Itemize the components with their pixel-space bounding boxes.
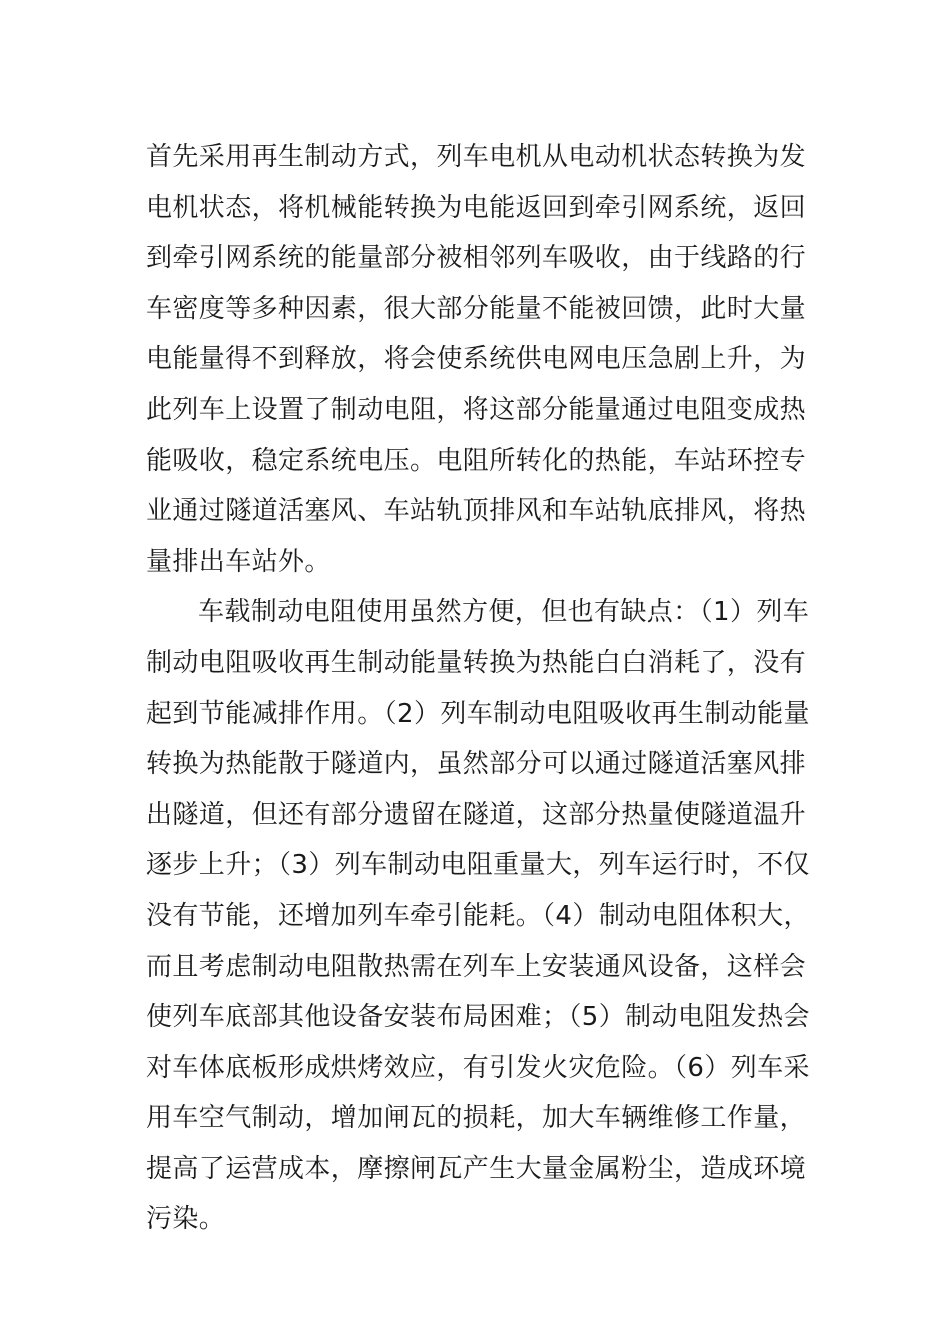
paragraph-line: 用车空气制动，增加闸瓦的损耗，加大车辆维修工作量， xyxy=(146,1103,807,1134)
paragraph-line: 车密度等多种因素，很大部分能量不能被回馈，此时大量 xyxy=(146,293,807,324)
paragraph-line: 污染。 xyxy=(146,1204,226,1235)
paragraph-line: 逐步上升；（3）列车制动电阻重量大，列车运行时，不仅 xyxy=(146,850,810,881)
document-body xyxy=(146,132,810,1245)
paragraph-line: 出隧道，但还有部分遗留在隧道，这部分热量使隧道温升 xyxy=(146,799,807,830)
paragraph-line: 首先采用再生制动方式，列车电机从电动机状态转换为发 xyxy=(146,142,807,172)
paragraph-line: 到牵引网系统的能量部分被相邻列车吸收，由于线路的行 xyxy=(146,243,807,274)
paragraph-line: 对车体底板形成烘烤效应，有引发火灾危险。（6）列车采 xyxy=(146,1052,810,1083)
paragraph-line: 制动电阻吸收再生制动能量转换为热能白白消耗了，没有 xyxy=(146,647,807,678)
paragraph-line: 提高了运营成本，摩擦闸瓦产生大量金属粉尘，造成环境 xyxy=(146,1153,807,1184)
paragraph-line: 业通过隧道活塞风、车站轨顶排风和车站轨底排风，将热 xyxy=(146,496,807,527)
paragraph-line: 量排出车站外。 xyxy=(146,546,331,577)
paragraph-line: 没有节能，还增加列车牵引能耗。（4）制动电阻体积大， xyxy=(146,900,810,931)
paragraph-2 xyxy=(146,587,810,1245)
paragraph-line: 使列车底部其他设备安装布局困难；（5）制动电阻发热会 xyxy=(146,1002,810,1033)
paragraph-line: 电机状态，将机械能转换为电能返回到牵引网系统，返回 xyxy=(146,192,807,223)
paragraph-line: 起到节能减排作用。（2）列车制动电阻吸收再生制动能量 xyxy=(146,698,810,729)
paragraph-line: 此列车上设置了制动电阻，将这部分能量通过电阻变成热 xyxy=(146,394,807,425)
paragraph-first-line: 车载制动电阻使用虽然方便，但也有缺点：（1）列车 xyxy=(198,597,810,628)
paragraph-line: 而且考虑制动电阻散热需在列车上安装通风设备，这样会 xyxy=(146,951,807,982)
paragraph-line: 转换为热能散于隧道内，虽然部分可以通过隧道活塞风排 xyxy=(146,749,807,780)
paragraph-line: 能吸收，稳定系统电压。电阻所转化的热能，车站环控专 xyxy=(146,445,807,476)
paragraph-1 xyxy=(146,132,806,587)
paragraph-line: 电能量得不到释放，将会使系统供电网电压急剧上升，为 xyxy=(146,344,807,375)
